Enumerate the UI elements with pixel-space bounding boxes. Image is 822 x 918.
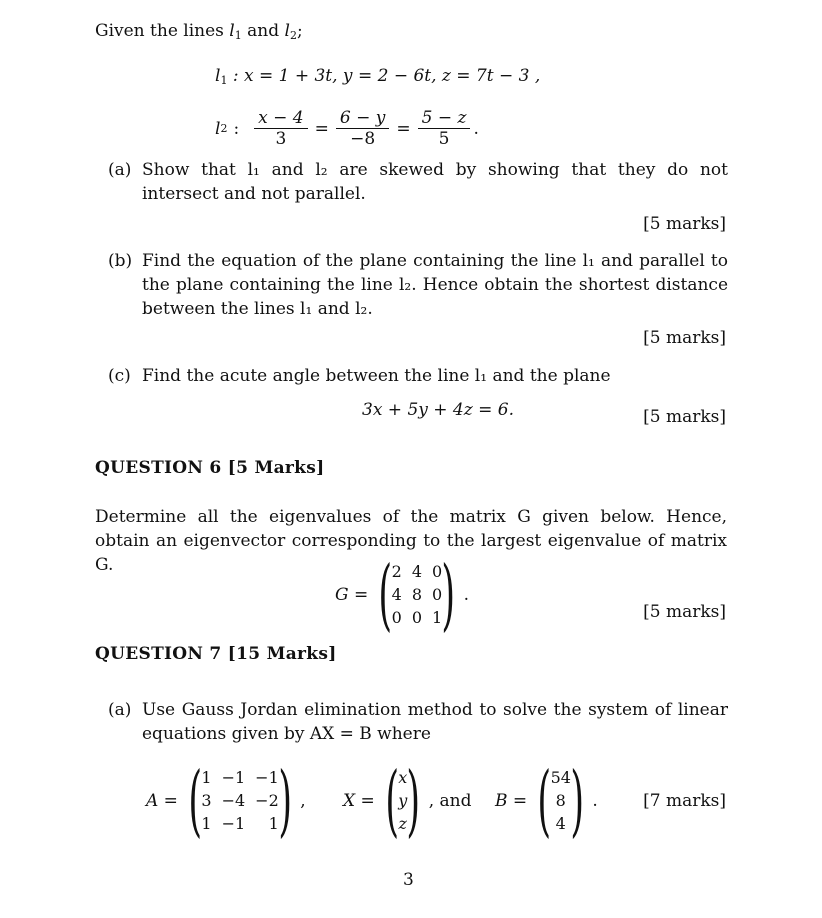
matrix-a-entry: 1 — [201, 814, 212, 833]
page-number: 3 — [403, 870, 414, 890]
matrix-g-entry: 0 — [432, 562, 443, 581]
fraction-z: $\frac{5 - z}{5}$ — [418, 108, 471, 149]
q5-part-b-label: (b) — [108, 251, 133, 271]
q5-part-a-label: (a) — [108, 160, 132, 180]
matrix-g-entry: 0 — [411, 608, 423, 627]
matrix-a-entry: −1 — [221, 814, 246, 833]
matrix-a-entries — [196, 767, 283, 835]
line-l2-equation: l 2 : $\frac{x - 4}{3}$ = $\frac{6 - y}{-8}$ = $\frac{5 - z}{5}$ . — [215, 108, 479, 149]
vector-b-entry: 4 — [555, 814, 566, 833]
matrix-g-entry: 4 — [391, 585, 402, 604]
vector-x-entry: y — [398, 791, 408, 810]
q7-part-a-marks: [7 marks] — [643, 791, 726, 811]
matrix-a: A = ( 1 −1 −1 3 −4 −2 1 −1 1 ) , — [146, 756, 306, 846]
matrix-a-entry: −4 — [221, 791, 246, 810]
q6-marks: [5 marks] — [643, 602, 726, 622]
matrix-g-entry: 4 — [411, 562, 423, 581]
vector-x-entry: z — [398, 814, 407, 833]
matrix-a-entry: 1 — [201, 768, 212, 787]
matrix-a-entry: 3 — [201, 791, 212, 810]
right-paren: ) — [570, 756, 585, 846]
q5-part-a-marks: [5 marks] — [643, 214, 726, 234]
question-6-heading: QUESTION 6 [5 Marks] — [95, 458, 325, 478]
right-paren: ) — [278, 756, 292, 846]
plane-equation: 3x + 5y + 4z = 6. — [362, 400, 514, 420]
vector-b-entry: 8 — [555, 791, 566, 810]
matrix-a-entry: −1 — [221, 768, 246, 787]
left-paren: ( — [188, 756, 203, 846]
q5-part-c-label: (c) — [108, 366, 131, 386]
matrix-g-entry: 2 — [391, 562, 402, 581]
matrix-g-entry: 0 — [391, 608, 402, 627]
q5-part-c-marks: [5 marks] — [643, 407, 726, 427]
matrix-g: G = ( 2 4 0 4 8 0 0 0 1 ) . — [335, 550, 470, 640]
q5-part-b-marks: [5 marks] — [643, 328, 726, 348]
right-paren: ) — [406, 756, 421, 846]
vector-x-entry: x — [398, 768, 408, 787]
q5-intro: Given the lines $l_1$ and $l_2$; — [95, 21, 303, 42]
q5-part-b-text: Find the equation of the plane containing the line l₁ and parallel to the plane containing the line l₂. Hence obtain the shortest distance between the lines l₁ and l₂. — [142, 251, 728, 319]
vector-b: B = ( 54 8 4 ) . — [495, 756, 598, 846]
q5-part-c-text: Find the acute angle between the line l₁ and the plane — [142, 366, 611, 386]
fraction-y: $\frac{6 - y}{-8}$ — [336, 108, 389, 149]
q5-part-a-text: Show that l₁ and l₂ are skewed by showing that they do not intersect and not parallel. — [142, 160, 728, 204]
q7-part-a-text: Use Gauss Jordan elimination method to solve the system of linear equations given by AX = B where — [142, 700, 728, 744]
q7-part-a-label: (a) — [108, 700, 132, 720]
vector-b-entry: 54 — [550, 768, 571, 787]
vector-x: X = ( x y z ) , and — [343, 756, 472, 846]
matrix-a-entry: −1 — [255, 768, 279, 787]
matrix-g-entries — [387, 561, 448, 629]
q6-text: Determine all the eigenvalues of the matrix G given below. Hence, obtain an eigenvector corresponding to the largest eigenvalue of matrix G. — [95, 507, 727, 575]
fraction-x: $\frac{x - 4}{3}$ — [254, 108, 307, 149]
left-paren: ( — [537, 756, 552, 846]
matrix-g-entry: 0 — [432, 585, 443, 604]
matrix-g-entry: 1 — [432, 608, 443, 627]
matrix-g-entry: 8 — [411, 585, 423, 604]
line-l1-equation: $l_1$ : x = 1 + 3t, y = 2 − 6t, z = 7t − 3 , — [215, 66, 541, 87]
left-paren: ( — [385, 756, 399, 846]
matrix-a-entry: 1 — [268, 814, 279, 833]
question-7-heading: QUESTION 7 [15 Marks] — [95, 644, 337, 664]
left-paren: ( — [378, 550, 393, 640]
matrix-a-entry: −2 — [255, 791, 279, 810]
right-paren: ) — [441, 550, 456, 640]
